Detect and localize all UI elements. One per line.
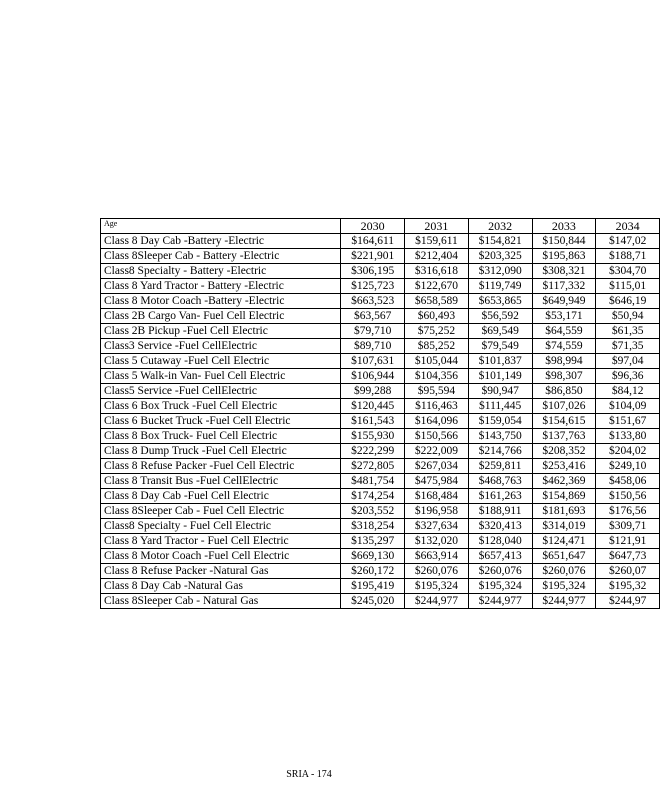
cost-value-cell: $260,07: [596, 564, 660, 579]
cost-value-cell: $651,647: [532, 549, 596, 564]
table-row: [101, 384, 660, 399]
cost-value-cell: $161,543: [341, 414, 405, 429]
table-row: [101, 294, 660, 309]
cost-value-cell: $151,67: [596, 414, 660, 429]
cost-value-cell: $84,12: [596, 384, 660, 399]
cost-value-cell: $122,670: [405, 279, 469, 294]
cost-value-cell: $669,130: [341, 549, 405, 564]
cost-value-cell: $309,71: [596, 519, 660, 534]
table-container: [100, 218, 647, 610]
cost-value-cell: $657,413: [468, 549, 532, 564]
cost-value-cell: $71,35: [596, 339, 660, 354]
cost-value-cell: $105,044: [405, 354, 469, 369]
cost-value-cell: $147,02: [596, 234, 660, 249]
table-row: [101, 234, 660, 249]
cost-value-cell: $85,252: [405, 339, 469, 354]
table-row: [101, 414, 660, 429]
cost-value-cell: $174,254: [341, 489, 405, 504]
cost-value-cell: $203,325: [468, 249, 532, 264]
cost-value-cell: $196,958: [405, 504, 469, 519]
vehicle-class-cell: Class8 Specialty - Battery -Electric: [101, 264, 341, 279]
cost-value-cell: $154,615: [532, 414, 596, 429]
cost-value-cell: $475,984: [405, 474, 469, 489]
cost-value-cell: $128,040: [468, 534, 532, 549]
cost-value-cell: $195,324: [468, 579, 532, 594]
table-row: [101, 444, 660, 459]
vehicle-class-cell: Class 8 Motor Coach -Fuel Cell Electric: [101, 549, 341, 564]
vehicle-class-cell: Class 6 Box Truck -Fuel Cell Electric: [101, 399, 341, 414]
year-header: 2034: [596, 219, 660, 234]
vehicle-class-cell: Class 8 Refuse Packer -Fuel Cell Electric: [101, 459, 341, 474]
cost-value-cell: $304,70: [596, 264, 660, 279]
cost-value-cell: $468,763: [468, 474, 532, 489]
cost-value-cell: $267,034: [405, 459, 469, 474]
vehicle-class-cell: Class3 Service -Fuel CellElectric: [101, 339, 341, 354]
cost-value-cell: $97,04: [596, 354, 660, 369]
cost-value-cell: $99,288: [341, 384, 405, 399]
cost-value-cell: $312,090: [468, 264, 532, 279]
vehicle-class-cell: Class 8 Yard Tractor - Battery -Electric: [101, 279, 341, 294]
year-header: 2032: [468, 219, 532, 234]
cost-value-cell: $96,36: [596, 369, 660, 384]
cost-value-cell: $133,80: [596, 429, 660, 444]
cost-value-cell: $327,634: [405, 519, 469, 534]
vehicle-class-cell: Class 8 Dump Truck -Fuel Cell Electric: [101, 444, 341, 459]
cost-value-cell: $195,863: [532, 249, 596, 264]
cost-value-cell: $101,149: [468, 369, 532, 384]
cost-value-cell: $314,019: [532, 519, 596, 534]
cost-value-cell: $50,94: [596, 309, 660, 324]
cost-value-cell: $150,56: [596, 489, 660, 504]
cost-value-cell: $135,297: [341, 534, 405, 549]
table-row: [101, 324, 660, 339]
cost-value-cell: $143,750: [468, 429, 532, 444]
cost-value-cell: $125,723: [341, 279, 405, 294]
vehicle-class-cell: Class 8 Day Cab -Fuel Cell Electric: [101, 489, 341, 504]
cost-value-cell: $111,445: [468, 399, 532, 414]
cost-value-cell: $204,02: [596, 444, 660, 459]
table-row: [101, 459, 660, 474]
cost-value-cell: $98,307: [532, 369, 596, 384]
cost-value-cell: $253,416: [532, 459, 596, 474]
cost-value-cell: $658,589: [405, 294, 469, 309]
vehicle-class-cell: Class 8 Refuse Packer -Natural Gas: [101, 564, 341, 579]
cost-value-cell: $195,324: [405, 579, 469, 594]
cost-value-cell: $244,977: [468, 594, 532, 609]
cost-value-cell: $221,901: [341, 249, 405, 264]
cost-value-cell: $159,611: [405, 234, 469, 249]
vehicle-class-cell: Class 8Sleeper Cab - Fuel Cell Electric: [101, 504, 341, 519]
cost-value-cell: $124,471: [532, 534, 596, 549]
cost-value-cell: $245,020: [341, 594, 405, 609]
cost-value-cell: $646,19: [596, 294, 660, 309]
cost-value-cell: $79,710: [341, 324, 405, 339]
cost-value-cell: $121,91: [596, 534, 660, 549]
cost-value-cell: $214,766: [468, 444, 532, 459]
cost-value-cell: $320,413: [468, 519, 532, 534]
cost-value-cell: $104,09: [596, 399, 660, 414]
cost-value-cell: $86,850: [532, 384, 596, 399]
vehicle-class-cell: Class 5 Cutaway -Fuel Cell Electric: [101, 354, 341, 369]
cost-value-cell: $107,631: [341, 354, 405, 369]
vehicle-class-cell: Class 2B Cargo Van- Fuel Cell Electric: [101, 309, 341, 324]
cost-value-cell: $95,594: [405, 384, 469, 399]
table-row: [101, 474, 660, 489]
table-row: [101, 339, 660, 354]
cost-value-cell: $89,710: [341, 339, 405, 354]
table-row: [101, 249, 660, 264]
table-row: [101, 309, 660, 324]
cost-value-cell: $244,977: [405, 594, 469, 609]
table-row: [101, 519, 660, 534]
table-row: [101, 549, 660, 564]
cost-value-cell: $259,811: [468, 459, 532, 474]
cost-value-cell: $649,949: [532, 294, 596, 309]
cost-value-cell: $90,947: [468, 384, 532, 399]
cost-value-cell: $663,914: [405, 549, 469, 564]
cost-value-cell: $663,523: [341, 294, 405, 309]
cost-value-cell: $69,549: [468, 324, 532, 339]
table-row: [101, 399, 660, 414]
vehicle-class-cell: Class 8 Transit Bus -Fuel CellElectric: [101, 474, 341, 489]
cost-value-cell: $203,552: [341, 504, 405, 519]
cost-value-cell: $249,10: [596, 459, 660, 474]
cost-value-cell: $260,076: [468, 564, 532, 579]
vehicle-class-cell: Class 5 Walk-in Van- Fuel Cell Electric: [101, 369, 341, 384]
cost-value-cell: $150,844: [532, 234, 596, 249]
table-row: [101, 279, 660, 294]
table-row: [101, 264, 660, 279]
cost-value-cell: $260,076: [405, 564, 469, 579]
page-number: SRIA - 174: [286, 769, 332, 780]
cost-value-cell: $222,299: [341, 444, 405, 459]
cost-value-cell: $154,869: [532, 489, 596, 504]
cost-value-cell: $107,026: [532, 399, 596, 414]
header-row: [101, 219, 660, 234]
cost-value-cell: $120,445: [341, 399, 405, 414]
cost-value-cell: $260,076: [532, 564, 596, 579]
cost-value-cell: $154,821: [468, 234, 532, 249]
cost-value-cell: $61,35: [596, 324, 660, 339]
cost-value-cell: $195,32: [596, 579, 660, 594]
cost-value-cell: $119,749: [468, 279, 532, 294]
table-body: [101, 234, 660, 609]
cost-value-cell: $481,754: [341, 474, 405, 489]
year-header: 2031: [405, 219, 469, 234]
cost-value-cell: $188,71: [596, 249, 660, 264]
table-row: [101, 369, 660, 384]
cost-value-cell: $260,172: [341, 564, 405, 579]
table-row: [101, 594, 660, 609]
cost-value-cell: $318,254: [341, 519, 405, 534]
cost-table: [100, 218, 660, 609]
cost-value-cell: $159,054: [468, 414, 532, 429]
cost-value-cell: $164,611: [341, 234, 405, 249]
table-row: [101, 429, 660, 444]
year-header: 2033: [532, 219, 596, 234]
cost-value-cell: $106,944: [341, 369, 405, 384]
cost-value-cell: $115,01: [596, 279, 660, 294]
vehicle-class-cell: Class 8Sleeper Cab - Battery -Electric: [101, 249, 341, 264]
cost-value-cell: $647,73: [596, 549, 660, 564]
table-row: [101, 504, 660, 519]
cost-value-cell: $60,493: [405, 309, 469, 324]
cost-value-cell: $212,404: [405, 249, 469, 264]
cost-value-cell: $104,356: [405, 369, 469, 384]
table-row: [101, 489, 660, 504]
cost-value-cell: $63,567: [341, 309, 405, 324]
cost-value-cell: $53,171: [532, 309, 596, 324]
age-header: Age: [101, 219, 341, 234]
cost-value-cell: $116,463: [405, 399, 469, 414]
vehicle-class-cell: Class 6 Bucket Truck -Fuel Cell Electric: [101, 414, 341, 429]
cost-value-cell: $79,549: [468, 339, 532, 354]
cost-value-cell: $155,930: [341, 429, 405, 444]
cost-value-cell: $244,977: [532, 594, 596, 609]
cost-value-cell: $272,805: [341, 459, 405, 474]
vehicle-class-cell: Class 8 Day Cab -Natural Gas: [101, 579, 341, 594]
table-row: [101, 579, 660, 594]
cost-value-cell: $306,195: [341, 264, 405, 279]
cost-value-cell: $653,865: [468, 294, 532, 309]
cost-value-cell: $150,566: [405, 429, 469, 444]
vehicle-class-cell: Class 8 Yard Tractor - Fuel Cell Electric: [101, 534, 341, 549]
cost-value-cell: $244,97: [596, 594, 660, 609]
year-header: 2030: [341, 219, 405, 234]
table-row: [101, 354, 660, 369]
cost-value-cell: $117,332: [532, 279, 596, 294]
cost-value-cell: $195,324: [532, 579, 596, 594]
vehicle-class-cell: Class5 Service -Fuel CellElectric: [101, 384, 341, 399]
cost-value-cell: $56,592: [468, 309, 532, 324]
vehicle-class-cell: Class 8 Motor Coach -Battery -Electric: [101, 294, 341, 309]
cost-value-cell: $176,56: [596, 504, 660, 519]
cost-value-cell: $132,020: [405, 534, 469, 549]
vehicle-class-cell: Class 2B Pickup -Fuel Cell Electric: [101, 324, 341, 339]
cost-value-cell: $168,484: [405, 489, 469, 504]
cost-value-cell: $195,419: [341, 579, 405, 594]
cost-value-cell: $164,096: [405, 414, 469, 429]
vehicle-class-cell: Class8 Specialty - Fuel Cell Electric: [101, 519, 341, 534]
cost-value-cell: $188,911: [468, 504, 532, 519]
cost-value-cell: $458,06: [596, 474, 660, 489]
cost-value-cell: $74,559: [532, 339, 596, 354]
cost-value-cell: $137,763: [532, 429, 596, 444]
vehicle-class-cell: Class 8 Day Cab -Battery -Electric: [101, 234, 341, 249]
cost-value-cell: $98,994: [532, 354, 596, 369]
cost-value-cell: $161,263: [468, 489, 532, 504]
table-row: [101, 564, 660, 579]
cost-value-cell: $316,618: [405, 264, 469, 279]
cost-value-cell: $181,693: [532, 504, 596, 519]
table-row: [101, 534, 660, 549]
cost-value-cell: $101,837: [468, 354, 532, 369]
cost-value-cell: $462,369: [532, 474, 596, 489]
vehicle-class-cell: Class 8Sleeper Cab - Natural Gas: [101, 594, 341, 609]
cost-value-cell: $64,559: [532, 324, 596, 339]
cost-value-cell: $222,009: [405, 444, 469, 459]
vehicle-class-cell: Class 8 Box Truck- Fuel Cell Electric: [101, 429, 341, 444]
cost-value-cell: $208,352: [532, 444, 596, 459]
cost-value-cell: $308,321: [532, 264, 596, 279]
cost-value-cell: $75,252: [405, 324, 469, 339]
